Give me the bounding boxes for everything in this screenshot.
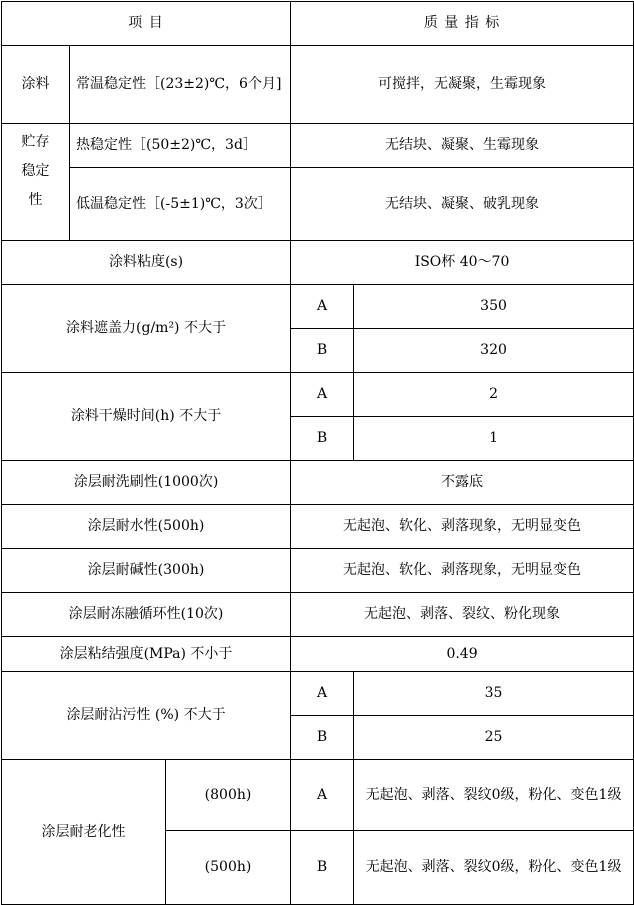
storage-value-cell: 无结块、凝聚、生霉现象 (291, 124, 634, 168)
header-row (2, 2, 634, 46)
storage-group-line3: 稳定 (21, 163, 50, 179)
water-row (2, 505, 634, 549)
viscosity-value: ISO杯 40～70 (291, 241, 634, 285)
bond-label: 涂层粘结强度(MPa) 不小于 (2, 637, 291, 672)
stain-grade: A (291, 672, 354, 716)
drying-grade: B (291, 417, 354, 461)
bond-value: 0.49 (291, 637, 634, 672)
storage-group-cell-top (2, 46, 70, 124)
drying-value: 2 (354, 373, 634, 417)
alkali-label: 涂层耐碱性(300h) (2, 549, 291, 593)
coverage-grade: A (291, 285, 354, 329)
stain-label: 涂层耐沾污性 (%) 不大于 (2, 672, 291, 760)
freeze-label: 涂层耐冻融循环性(10次) (2, 593, 291, 637)
storage-row (2, 124, 634, 168)
storage-group-cell-bottom (2, 124, 70, 241)
storage-label-cell: 热稳定性［(50±2)℃，3d］ (70, 124, 291, 168)
scrub-row (2, 461, 634, 505)
drying-label: 涂料干燥时间(h) 不大于 (2, 373, 291, 461)
water-value: 无起泡、软化、剥落现象，无明显变色 (291, 505, 634, 549)
storage-value-cell: 可搅拌，无凝聚，生霉现象 (291, 46, 634, 124)
storage-group-line2: 贮存 (21, 134, 50, 150)
storage-value-cell: 无结块、凝聚、破乳现象 (291, 168, 634, 241)
coverage-value: 350 (354, 285, 634, 329)
bond-row (2, 637, 634, 672)
alkali-value: 无起泡、软化、剥落现象，无明显变色 (291, 549, 634, 593)
aging-duration: (500h) (166, 831, 291, 905)
storage-row (2, 168, 634, 241)
drying-grade: A (291, 373, 354, 417)
freeze-row (2, 593, 634, 637)
aging-row (2, 760, 634, 831)
coverage-grade: B (291, 329, 354, 373)
aging-value: 无起泡、剥落、裂纹0级，粉化、变色1级 (354, 831, 634, 905)
stain-value: 25 (354, 716, 634, 760)
aging-grade: B (291, 831, 354, 905)
storage-row (2, 46, 634, 124)
aging-value: 无起泡、剥落、裂纹0级，粉化、变色1级 (354, 760, 634, 831)
storage-group-line4: 性 (28, 192, 43, 208)
aging-duration: (800h) (166, 760, 291, 831)
aging-grade: A (291, 760, 354, 831)
drying-row (2, 373, 634, 417)
aging-label: 涂层耐老化性 (2, 760, 166, 905)
stain-row (2, 672, 634, 716)
alkali-row (2, 549, 634, 593)
viscosity-row (2, 241, 634, 285)
drying-value: 1 (354, 417, 634, 461)
spec-table (1, 1, 634, 905)
scrub-value: 不露底 (291, 461, 634, 505)
header-spec-cell: 质 量 指 标 (291, 2, 634, 46)
storage-label-cell: 常温稳定性［(23±2)℃，6个月] (70, 46, 291, 124)
header-item-cell: 项 目 (2, 2, 291, 46)
coverage-value: 320 (354, 329, 634, 373)
storage-label-cell: 低温稳定性［(-5±1)℃，3次］ (70, 168, 291, 241)
stain-grade: B (291, 716, 354, 760)
freeze-value: 无起泡、剥落、裂纹、粉化现象 (291, 593, 634, 637)
stain-value: 35 (354, 672, 634, 716)
coverage-label: 涂料遮盖力(g/m²) 不大于 (2, 285, 291, 373)
storage-group-line1: 涂料 (21, 76, 50, 92)
scrub-label: 涂层耐洗刷性(1000次) (2, 461, 291, 505)
viscosity-label: 涂料粘度(s) (2, 241, 291, 285)
water-label: 涂层耐水性(500h) (2, 505, 291, 549)
coverage-row (2, 285, 634, 329)
